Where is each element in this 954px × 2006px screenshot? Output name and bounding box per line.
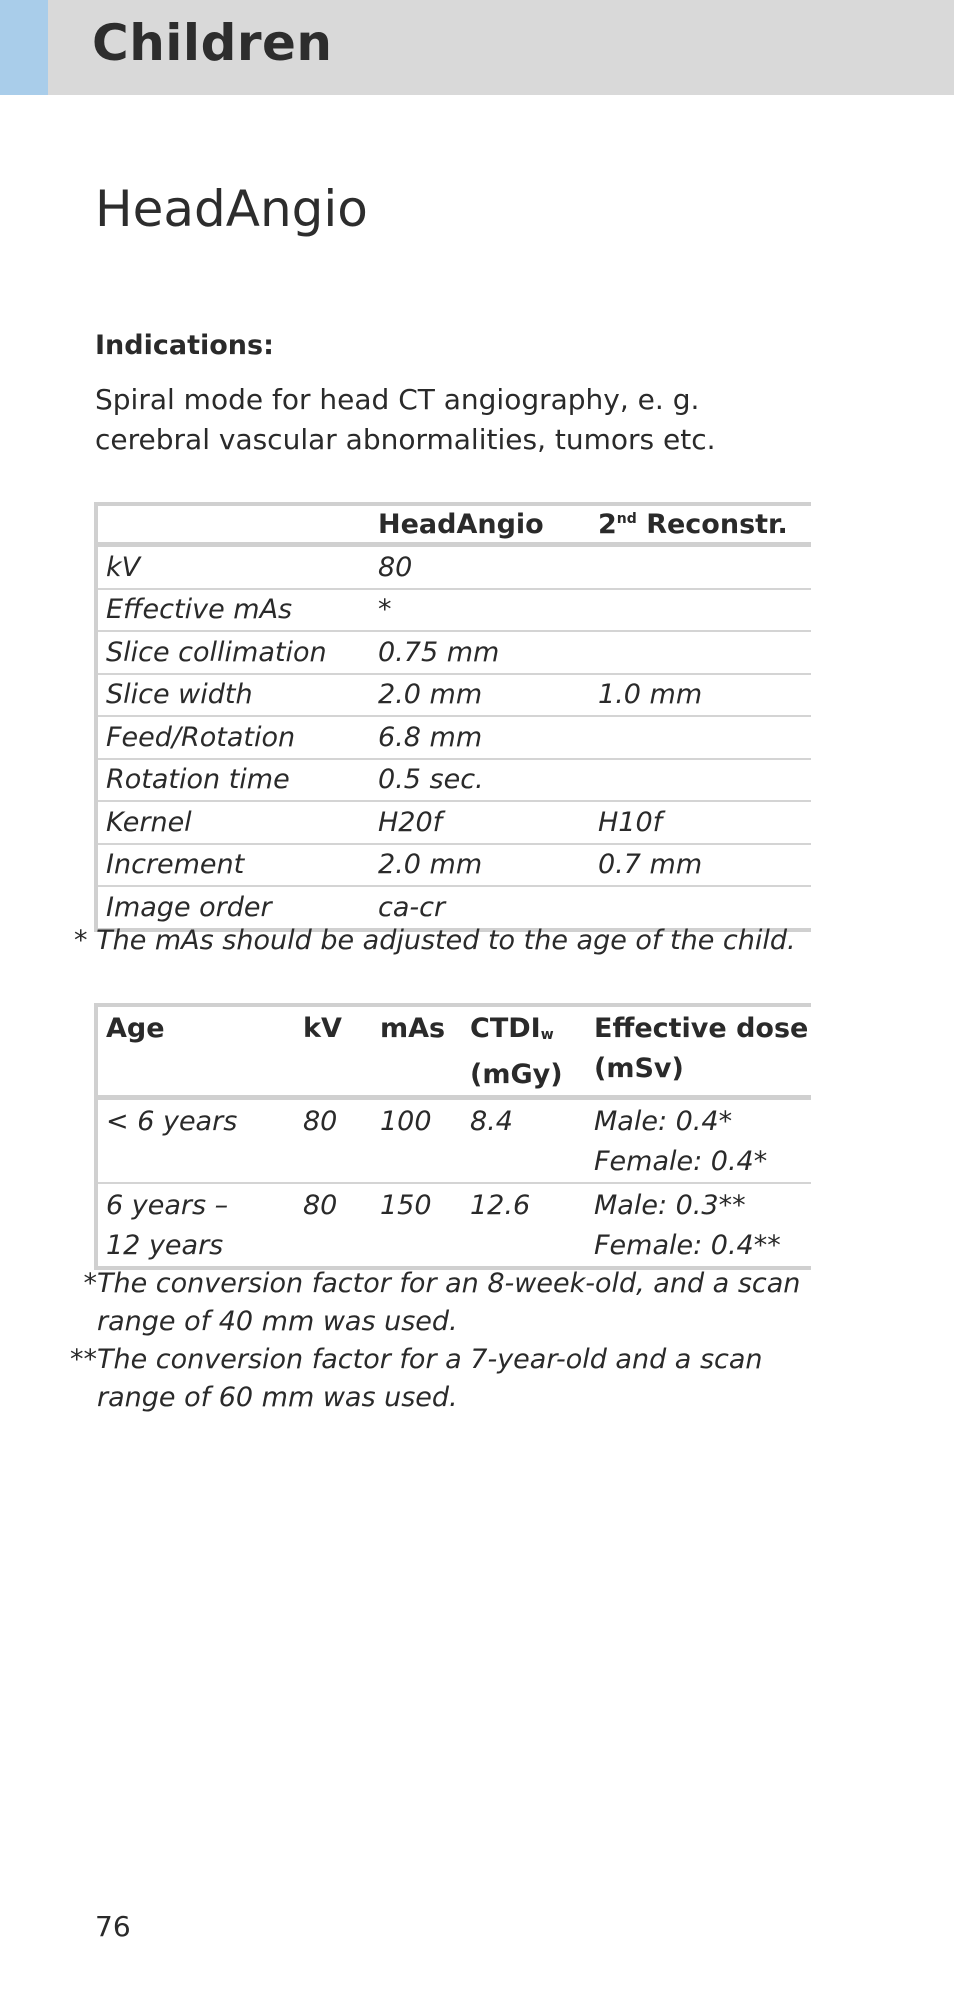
header-cell-superscript: nd [616, 510, 637, 527]
chapter-title: Children [92, 14, 333, 72]
mas-footnote: * The mAs should be adjusted to the age of the child. [74, 925, 796, 956]
table-row [98, 1100, 811, 1184]
age-line: 6 years – [106, 1190, 229, 1221]
dose-cell [594, 1186, 811, 1266]
mas-cell: 150 [380, 1190, 432, 1221]
header-cell-mas: mAs [380, 1013, 446, 1044]
male-dose: Male: 0.3** [594, 1190, 746, 1221]
param-headangio-value: ca-cr [378, 891, 446, 923]
ctdi-text: CTDI [470, 1013, 541, 1044]
table-row [98, 845, 811, 888]
header-cell-age: Age [106, 1013, 165, 1044]
female-dose: Female: 0.4* [594, 1146, 768, 1177]
dose-table [94, 1003, 811, 1270]
param-label: Feed/Rotation [106, 721, 296, 753]
footnote-line [55, 1265, 815, 1303]
param-label: Slice collimation [106, 636, 327, 668]
param-reconstr-value: H10f [598, 806, 663, 838]
age-line: 12 years [106, 1230, 224, 1261]
age-cell [98, 1102, 303, 1182]
header-cell-headangio: HeadAngio [378, 508, 544, 540]
table-row [98, 1184, 811, 1266]
dose-label: Effective dose [594, 1013, 809, 1044]
param-label: Increment [106, 849, 245, 881]
ctdi-unit: (mGy) [470, 1059, 563, 1090]
header-cell-ctdi [470, 1009, 594, 1095]
kv-cell: 80 [303, 1190, 338, 1221]
footnote-line [55, 1379, 815, 1417]
param-label: Rotation time [106, 764, 290, 796]
ctdi-cell: 12.6 [470, 1190, 531, 1221]
age-line: < 6 years [106, 1106, 238, 1137]
footnote-text: The conversion factor for a 7-year-old and a scan [97, 1344, 763, 1375]
param-headangio-value: * [378, 594, 392, 626]
mas-cell: 100 [380, 1106, 432, 1137]
param-headangio-value: 80 [378, 551, 413, 583]
page-number: 76 [95, 1910, 131, 1943]
param-headangio-value: H20f [378, 806, 443, 838]
header-cell-suffix: Reconstr. [636, 508, 788, 540]
param-reconstr-value: 1.0 mm [598, 679, 703, 711]
kv-cell: 80 [303, 1106, 338, 1137]
header-cell-prefix: 2 [598, 508, 617, 540]
param-label: Kernel [106, 806, 192, 838]
param-headangio-value: 0.5 sec. [378, 764, 484, 796]
table-header-row [98, 1007, 811, 1100]
female-dose: Female: 0.4** [594, 1230, 781, 1261]
footnote-mark-spacer [55, 1379, 97, 1417]
table-row [98, 547, 811, 590]
footnote-text: range of 60 mm was used. [97, 1382, 458, 1413]
param-reconstr-value: 0.7 mm [598, 849, 703, 881]
indications-text: Spiral mode for head CT angiography, e. g. cerebral vascular abnormalities, tumors etc. [95, 383, 716, 456]
param-headangio-value: 2.0 mm [378, 679, 483, 711]
male-dose: Male: 0.4* [594, 1106, 733, 1137]
footnote-mark: ** [70, 1344, 97, 1375]
header-cell-effective-dose [594, 1009, 811, 1095]
table-row [98, 760, 811, 803]
dose-footnotes [55, 1265, 815, 1417]
page-title: HeadAngio [95, 180, 368, 238]
footnote-text: range of 40 mm was used. [97, 1306, 458, 1337]
table-row [98, 717, 811, 760]
param-headangio-value: 2.0 mm [378, 849, 483, 881]
param-label: Slice width [106, 679, 253, 711]
dose-unit: (mSv) [594, 1053, 684, 1084]
footnote-mark-spacer [55, 1303, 97, 1341]
footnote-text: The conversion factor for an 8-week-old, and a scan [97, 1268, 801, 1299]
footnote-line [55, 1341, 815, 1379]
scan-parameters-table [94, 502, 811, 932]
header-cell-kv: kV [303, 1013, 342, 1044]
footnote-mark: * [83, 1268, 97, 1299]
ctdi-cell: 8.4 [470, 1106, 513, 1137]
header-cell-second-reconstr [598, 509, 811, 540]
chapter-header-accent [0, 0, 48, 95]
indications-heading: Indications: [95, 330, 274, 361]
table-row [98, 590, 811, 633]
param-label: kV [106, 551, 141, 583]
param-label: Effective mAs [106, 594, 293, 626]
table-header-row [98, 506, 811, 547]
param-headangio-value: 0.75 mm [378, 636, 500, 668]
footnote-line [55, 1303, 815, 1341]
age-cell [98, 1186, 303, 1266]
ctdi-label [470, 1009, 594, 1055]
table-row [98, 675, 811, 718]
dose-cell [594, 1102, 811, 1182]
ctdi-subscript: w [540, 1027, 554, 1043]
param-headangio-value: 6.8 mm [378, 721, 483, 753]
table-row [98, 632, 811, 675]
param-label: Image order [106, 891, 272, 923]
table-row [98, 802, 811, 845]
